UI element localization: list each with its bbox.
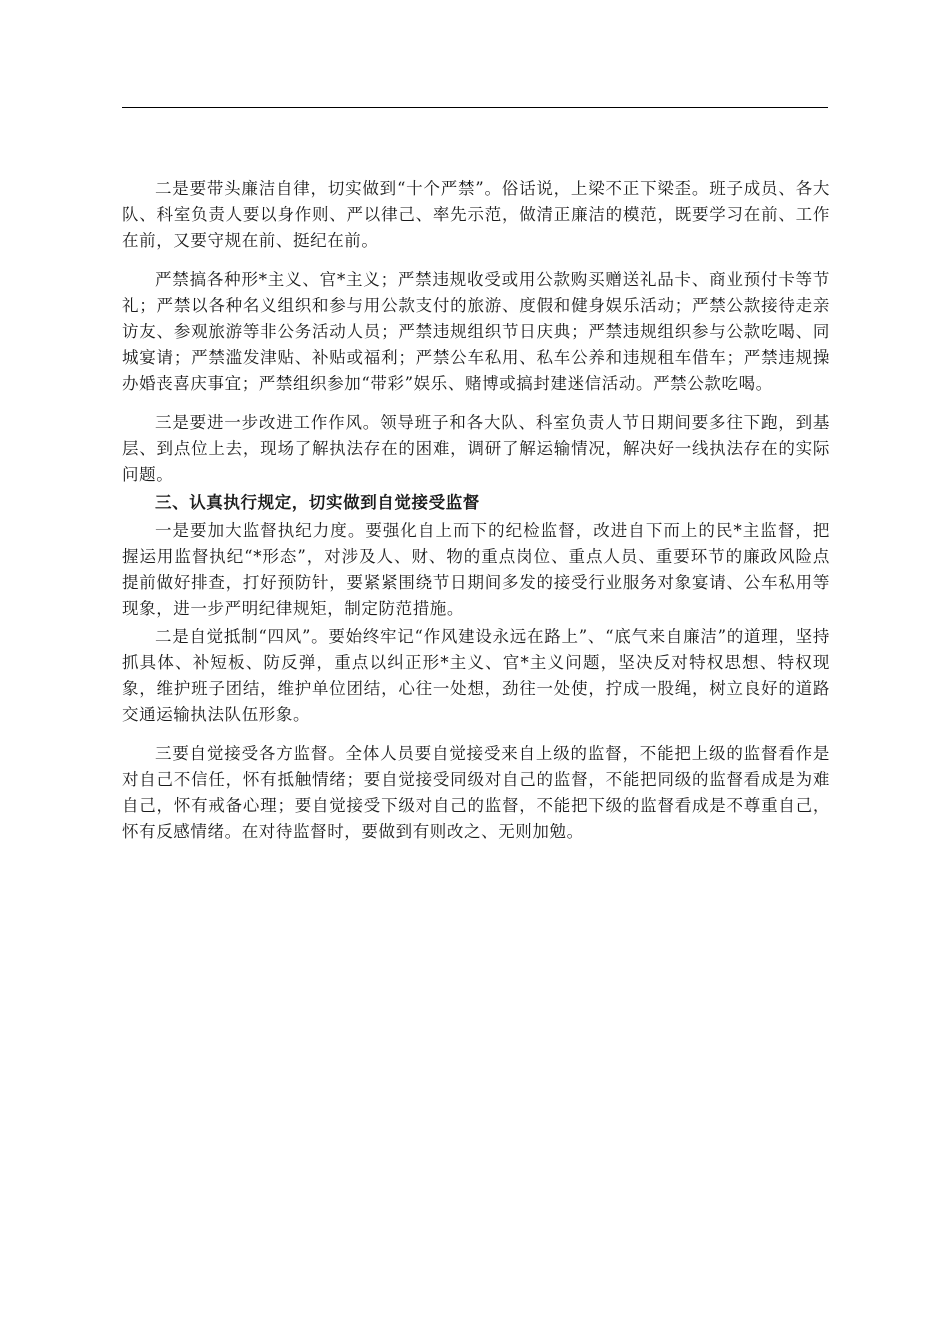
document-body [122, 176, 830, 858]
paragraph-work-style: 三是要进一步改进工作作风。领导班子和各大队、科室负责人节日期间要多往下跑，到基层、到点位上去，现场了解执法存在的困难，调研了解运输情况，解决好一线执法存在的实际问题。 [122, 413, 830, 484]
paragraph-four-winds: 二是自觉抵制“四风”。要始终牢记“作风建设永远在路上”、“底气来自廉洁”的道理，坚持抓具体、补短板、防反弹，重点以纠正形*主义、官*主义问题，坚决反对特权思想、特权现象，维护班子团结，维护单位团结，心往一处想，劲往一处使，拧成一股绳，树立良好的道路交通运输执法队伍形象。 [122, 627, 830, 724]
paragraph-accept-supervision: 三要自觉接受各方监督。全体人员要自觉接受来自上级的监督，不能把上级的监督看作是对自己不信任，怀有抵触情绪；要自觉接受同级对自己的监督，不能把同级的监督看成是为难自己，怀有戒备心理；要自觉接受下级对自己的监督，不能把下级的监督看成是不尊重自己，怀有反感情绪。在对待监督时，要做到有则改之、无则加勉。 [122, 744, 830, 841]
paragraph-prohibition-list: 严禁搞各种形*主义、官*主义；严禁违规收受或用公款购买赠送礼品卡、商业预付卡等节礼；严禁以各种名义组织和参与用公款支付的旅游、度假和健身娱乐活动；严禁公款接待走亲访友、参观旅游等非公务活动人员；严禁违规组织节日庆典；严禁违规组织参与公款吃喝、同城宴请；严禁滥发津贴、补贴或福利；严禁公车私用、私车公养和违规租车借车；严禁违规操办婚丧喜庆事宜；严禁组织参加“带彩”娱乐、赌博或搞封建迷信活动。严禁公款吃喝。 [122, 270, 830, 393]
paragraph-supervision-discipline: 一是要加大监督执纪力度。要强化自上而下的纪检监督，改进自下而上的民*主监督，把握运用监督执纪“*形态”，对涉及人、财、物的重点岗位、重点人员、重要环节的廉政风险点提前做好排查，打好预防针，要紧紧围绕节日期间多发的接受行业服务对象宴请、公车私用等现象，进一步严明纪律规矩，制定防范措施。 [122, 521, 830, 618]
paragraph-ten-prohibitions: 二是要带头廉洁自律，切实做到“十个严禁”。俗话说，上梁不正下梁歪。班子成员、各大队、科室负责人要以身作则、严以律己、率先示范，做清正廉洁的模范，既要学习在前、工作在前，又要守规在前、挺纪在前。 [122, 179, 830, 250]
section-heading: 三、认真执行规定，切实做到自觉接受监督 [155, 493, 480, 512]
header-rule [122, 107, 828, 108]
